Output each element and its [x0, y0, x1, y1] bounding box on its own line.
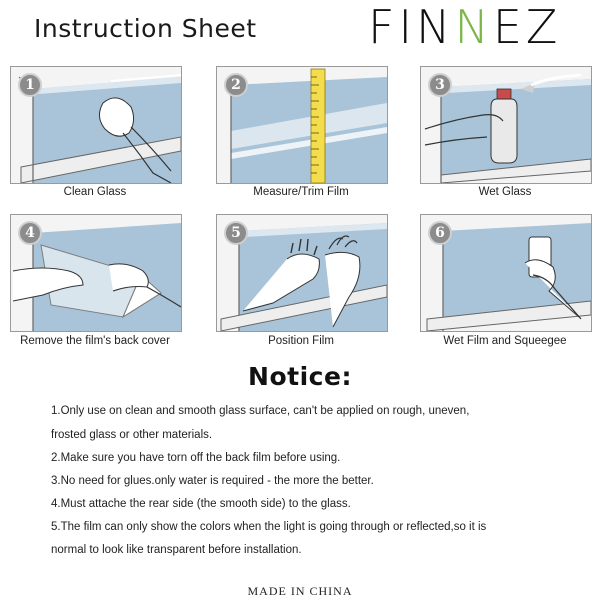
brand-logo — [368, 0, 561, 54]
notice-title: Notice: — [248, 362, 352, 391]
notice-line-2: frosted glass or other materials. — [51, 429, 213, 441]
step-4-label: Remove the film's back cover — [20, 335, 170, 347]
notice-line-4: 3.No need for glues.only water is required - the more the better. — [51, 475, 374, 487]
step-1-number: 1 — [18, 73, 42, 97]
step-3-number: 3 — [428, 73, 452, 97]
notice-line-7: normal to look like transparent before installation. — [51, 544, 302, 556]
step-6-panel — [420, 214, 592, 332]
step-4-panel — [10, 214, 182, 332]
notice-line-6: 5.The film can only show the colors when the light is going through or reflected,so it is — [51, 521, 487, 533]
step-5-number: 5 — [224, 221, 248, 245]
step-3-label: Wet Glass — [478, 186, 532, 198]
step-1-panel — [10, 66, 182, 184]
step-2-number: 2 — [224, 73, 248, 97]
brand-accent: N — [454, 0, 493, 54]
step-3-panel — [420, 66, 592, 184]
step-6-label: Wet Film and Squeegee — [443, 335, 567, 347]
made-in-label: MADE IN CHINA — [247, 584, 353, 598]
step-1-label: Clean Glass — [63, 186, 127, 198]
step-4-number: 4 — [18, 221, 42, 245]
notice-line-3: 2.Make sure you have torn off the back film before using. — [51, 452, 341, 464]
page-title: Instruction Sheet — [34, 14, 257, 43]
step-5-label: Position Film — [268, 335, 334, 347]
notice-line-5: 4.Must attache the rear side (the smooth side) to the glass. — [51, 498, 351, 510]
brand-prefix: FIN — [368, 0, 455, 54]
brand-suffix: EZ — [492, 0, 562, 54]
step-6-number: 6 — [428, 221, 452, 245]
step-2-panel — [216, 66, 388, 184]
step-2-label: Measure/Trim Film — [253, 186, 349, 198]
step-5-panel — [216, 214, 388, 332]
notice-line-1: 1.Only use on clean and smooth glass surface, can't be applied on rough, uneven, — [51, 405, 470, 417]
